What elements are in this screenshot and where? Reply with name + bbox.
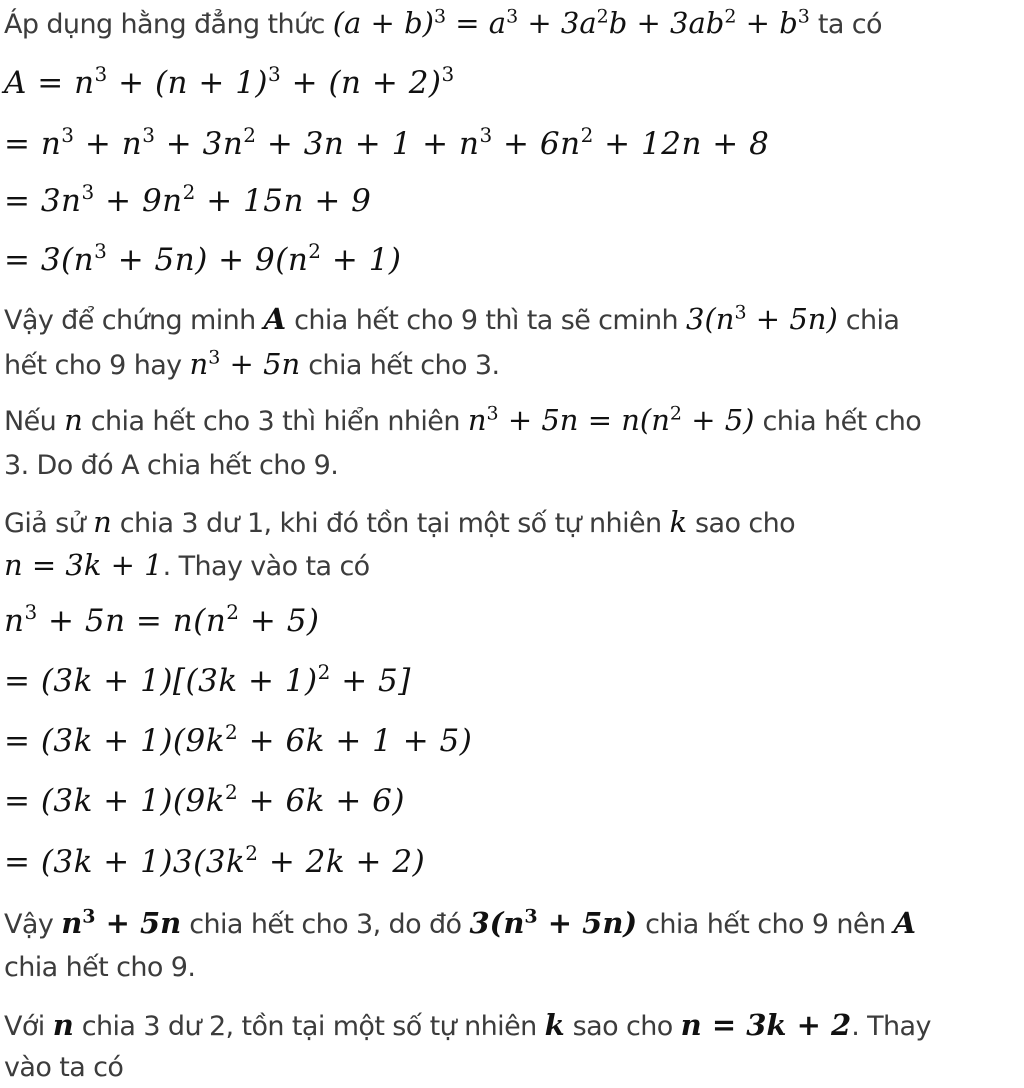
math-n-3k-1: n = 3k + 1: [4, 548, 163, 582]
equation-a-definition: $A = n^3 + (n + 1)^3 + (n + 2)^3$: [4, 62, 455, 101]
text-het-cho-9-hay: hết cho 9 hay: [4, 350, 182, 381]
text-chia-het-cho: chia hết cho: [762, 406, 922, 437]
text-thay: . Thay: [851, 1011, 931, 1042]
math-k: k: [669, 505, 688, 539]
equation-factor: = $3(n^3 + 5n) + 9(n^2 + 1)$: [4, 239, 402, 278]
text-chia-3-du-1: chia 3 dư 1, khi đó tồn tại một số tự nhiên: [119, 508, 662, 539]
paragraph-case1-line-1: [4, 502, 795, 544]
math-n: n: [52, 1008, 74, 1042]
text-ap-dung: Áp dụng hằng đẳng thức: [4, 9, 325, 40]
math-n3-5n: $n^3 + 5n$: [61, 905, 182, 940]
paragraph-case0-line-1: [4, 400, 921, 442]
paragraph-goal-line-1: [4, 299, 899, 341]
text-chia-het-9-nen: chia hết cho 9 nên: [645, 909, 886, 940]
text-neu: Nếu: [4, 406, 57, 437]
text-sao-cho: sao cho: [572, 1011, 673, 1042]
text-chia-het-3-do-do: chia hết cho 3, do đó: [189, 909, 462, 940]
math-n: n: [93, 505, 112, 539]
math-n3-5n: $n^3 + 5n$: [189, 346, 301, 381]
paragraph-conclusion-line-2: chia hết cho 9.: [4, 952, 196, 983]
text-chia: chia: [845, 305, 900, 336]
equation-case1-substitute: = $(3k + 1)[(3k + 1)^2 + 5]$: [4, 660, 411, 699]
paragraph-case0-line-2: 3. Do đó A chia hết cho 9.: [4, 450, 339, 481]
text-thay-vao-ta-co: . Thay vào ta có: [162, 551, 370, 582]
paragraph-goal-line-2: [4, 344, 500, 386]
equation-expand: = $n^3 + n^3 + 3n^2 + 3n + 1 + n^3 + 6n^2 + 12n + 8$: [4, 123, 770, 162]
text-chia-het-3: chia hết cho 3.: [308, 350, 500, 381]
math-identity: $(a + b)^3 = a^3 + 3a^2b + 3ab^2 + b^3$: [332, 5, 810, 40]
text-sao-cho: sao cho: [695, 508, 796, 539]
math-k: k: [544, 1008, 565, 1042]
equation-collect: = $3n^3 + 9n^2 + 15n + 9$: [4, 180, 372, 219]
equation-case1-factor: = $(3k + 1)3(3k^2 + 2k + 2)$: [4, 841, 426, 880]
paragraph-conclusion-line-1: [4, 903, 916, 945]
text-gia-su: Giả sử: [4, 508, 86, 539]
line-identity: [4, 3, 882, 45]
paragraph-case1-line-2: [4, 545, 370, 587]
math-a: A: [893, 906, 916, 940]
text-chia-3-du-2: chia 3 dư 2, tồn tại một số tự nhiên: [81, 1011, 537, 1042]
text-vay-de: Vậy để chứng minh: [4, 305, 256, 336]
paragraph-case2-line-1: [4, 1005, 931, 1047]
math-n-3k-2: n = 3k + 2: [680, 1008, 852, 1042]
math-n3-5n-factored: $n^3 + 5n = n(n^2 + 5)$: [467, 402, 755, 437]
math-a: A: [263, 302, 287, 336]
text-ta-co: ta có: [817, 9, 882, 40]
text-voi: Với: [4, 1011, 45, 1042]
text-vay: Vậy: [4, 909, 54, 940]
equation-case1-expand: = $(3k + 1)(9k^2 + 6k + 1 + 5)$: [4, 720, 473, 759]
math-n: n: [64, 403, 83, 437]
math-3-n3-5n: $3(n^3 + 5n)$: [686, 301, 838, 336]
text-chia-het-3-thi: chia hết cho 3 thì hiển nhiên: [90, 406, 460, 437]
text-chia-het-9-thi: chia hết cho 9 thì ta sẽ cminh: [294, 305, 679, 336]
equation-case1-simplify: = $(3k + 1)(9k^2 + 6k + 6)$: [4, 780, 405, 819]
equation-case1-start: $n^3 + 5n = n(n^2 + 5)$: [4, 600, 320, 639]
math-3-n3-5n: $3(n^3 + 5n)$: [469, 905, 638, 940]
paragraph-case2-line-2: vào ta có: [4, 1052, 124, 1083]
